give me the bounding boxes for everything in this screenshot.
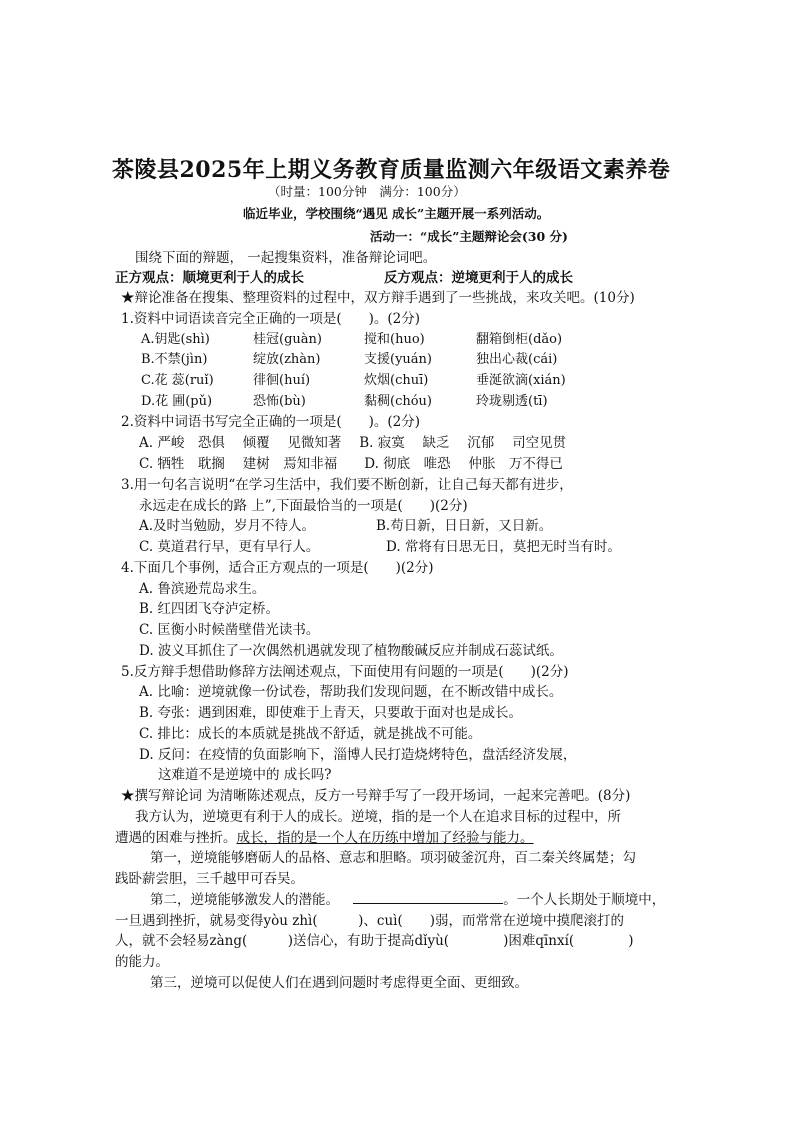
speech-p1-underlined: 成长，指的是一个人在历练中增加了经验与能力。 [236, 830, 534, 846]
q1-b-3: 支援(yuán) [364, 352, 432, 367]
q1-c-4: 垂涎欲滴(xián) [476, 373, 566, 388]
q4-option-b: B. 红四团飞夺泸定桥。 [139, 601, 280, 617]
speech-p1-text: 遭遇的困难与挫折。 [115, 830, 237, 846]
positive-view: 正方观点：顺境更利于人的成长 [115, 270, 304, 286]
q5-option-b: B. 夸张：遇到困难，即使难于上青天，只要敢于面对也是成长。 [139, 705, 523, 721]
debate-lead: 围绕下面的辩题， 一起搜集资料，准备辩论词吧。 [135, 250, 437, 266]
speech-p3-line1 [150, 891, 665, 909]
speech-p1-line1: 我方认为，逆境更有利于人的成长。逆境，指的是一个人在追求目标的过程中，所 [135, 809, 621, 825]
q4-option-d: D. 波义耳抓住了一次偶然机遇就发现了植物酸碱反应并制成石蕊试纸。 [139, 643, 563, 659]
q3-option-c: C. 莫道君行早，更有早行人。 [139, 539, 320, 555]
q3-stem-1: 3.用一句名言说明“在学习生活中，我们要不断创新，让自己每天都有进步， [121, 477, 573, 493]
fill-in-blank[interactable] [353, 891, 503, 904]
q1-a-1: A.钥匙(shì) [141, 332, 210, 347]
q4-option-a: A. 鲁滨逊荒岛求生。 [139, 581, 266, 597]
q1-b-1: B.不禁(jìn) [141, 352, 208, 367]
speech-p2-line1: 第一，逆境能够磨砺人的品格、意志和胆略。项羽破釜沉舟，百二秦关终属楚；勾 [150, 850, 636, 866]
q1-d-2: 恐怖(bù) [253, 394, 306, 409]
speech-p3-text-pre: 第二，逆境能够激发人的潜能。 [150, 892, 339, 908]
q3-option-a: A.及时当勉励，岁月不待人。 [139, 518, 316, 534]
q5-stem: 5.反方辩手想借助修辞方法阐述观点，下面使用有问题的一项是( )(2分) [121, 664, 569, 680]
q1-c-1: C.花 蕊(ruǐ) [141, 373, 214, 388]
q1-d-3: 黏稠(chóu) [364, 394, 432, 409]
q5-option-d: D. 反问：在疫情的负面影响下，淄博人民打造烧烤特色，盘活经济发展， [139, 747, 577, 763]
speech-p4: 第三，逆境可以促使人们在遇到问题时考虑得更全面、更细致。 [150, 975, 528, 991]
time-and-score: （时量：100分钟 满分：100分） [268, 184, 466, 199]
exam-title: 茶陵县2025年上期义务教育质量监测六年级语文素养卷 [112, 157, 671, 183]
q1-b-4: 独出心裁(cái) [476, 352, 558, 367]
speech-p3-text-post: 。一个人长期处于顺境中， [503, 892, 666, 908]
q5-option-a: A. 比喻：逆境就像一份试卷，帮助我们发现问题，在不断改错中成长。 [139, 684, 563, 700]
speech-heading: ★撰写辩论词 为清晰陈述观点，反方一号辩手写了一段开场词，一起来完善吧。(8分) [121, 788, 631, 804]
speech-p3-line4: 的能力。 [115, 954, 169, 970]
q2-line-2: C. 牺牲 耽搁 建树 焉知非福 D. 彻底 唯恐 仲胀 万不得已 [139, 456, 563, 472]
speech-p3-line3: 人，就不会轻易zàng( )送信心，有助于提高dǐyù( )困难qīnxí( ) [115, 933, 634, 949]
speech-p1-line2 [115, 829, 534, 847]
q1-d-4: 玲珑剔透(tī) [476, 394, 548, 409]
q4-option-c: C. 匡衡小时候凿壁借光读书。 [139, 622, 320, 638]
q3-option-b: B.苟日新，日日新，又日新。 [376, 518, 553, 534]
q2-stem: 2.资料中词语书写完全正确的一项是( )。(2分) [121, 414, 421, 430]
q1-stem: 1.资料中词语读音完全正确的一项是( )。(2分) [121, 311, 421, 327]
debate-prep: ★辩论准备在搜集、整理资料的过程中，双方辩手遇到了一些挑战，来攻关吧。(10分) [121, 290, 635, 306]
q1-a-4: 翻箱倒柜(dǎo) [476, 332, 563, 347]
intro-line: 临近毕业，学校围绕“遇见 成长”主题开展一系列活动。 [243, 206, 550, 221]
q2-line-1: A. 严峻 恐俱 倾覆 见微知著 B. 寂寞 缺乏 沉郁 司空见贯 [139, 435, 567, 451]
q4-stem: 4.下面几个事例，适合正方观点的一项是( )(2分) [121, 560, 434, 576]
q5-option-c: C. 排比：成长的本质就是挑战不舒适，就是挑战不可能。 [139, 726, 482, 742]
q3-option-d: D. 常将有日思无日，莫把无时当有时。 [386, 539, 621, 555]
negative-view: 反方观点：逆境更利于人的成长 [384, 270, 573, 286]
q1-a-2: 桂冠(guàn) [253, 332, 322, 347]
activity-one-heading: 活动一：“成长”主题辩论会(30 分) [370, 229, 568, 244]
q1-b-2: 绽放(zhàn) [253, 352, 321, 367]
q1-c-3: 炊烟(chuī) [364, 373, 429, 388]
q5-option-d-cont: 这难道不是逆境中的 成长吗? [158, 767, 332, 783]
q1-c-2: 徘徊(huí) [253, 373, 311, 388]
speech-p3-line2: 一旦遇到挫折，就易变得yòu zhì( )、cuì( )弱，而常常在逆境中摸爬滚打的 [115, 913, 625, 929]
q1-d-1: D.花 圃(pǔ) [141, 394, 213, 409]
q1-a-3: 搅和(huo) [364, 332, 425, 347]
speech-p2-line2: 践卧薪尝胆，三千越甲可吞吴。 [115, 871, 304, 887]
q3-stem-2: 永远走在成长的路 上”,下面最恰当的一项是( )(2分) [139, 498, 468, 514]
